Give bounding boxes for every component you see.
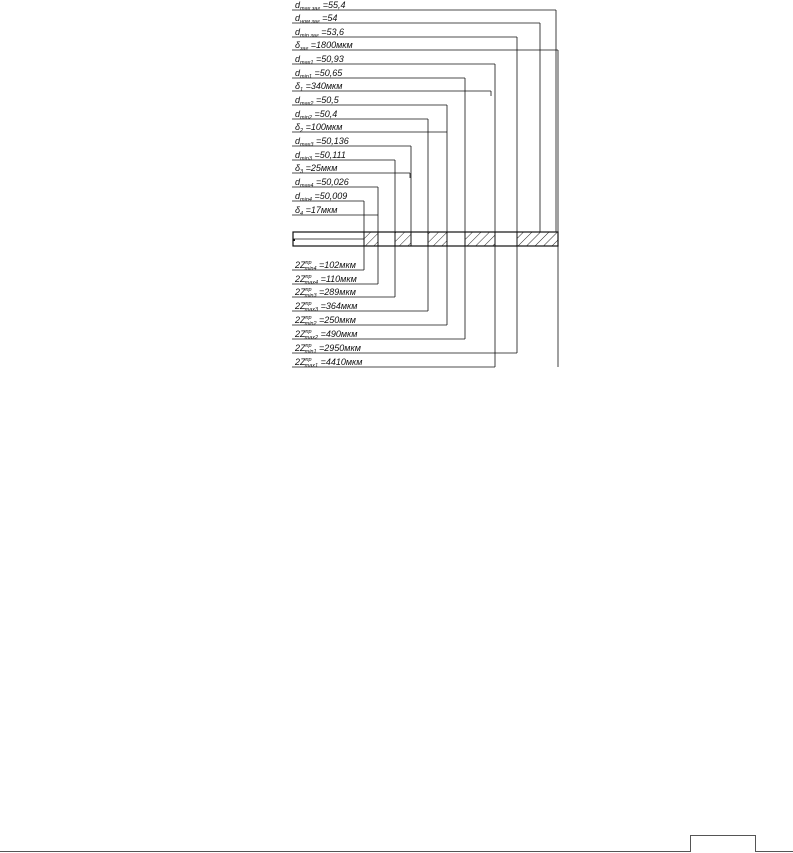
top-subscript: max1 [300,60,314,66]
bottom-value: =110мкм [318,274,357,284]
tolerance-zone [395,232,411,246]
top-value: =50,111 [311,150,346,160]
top-value: =55,4 [320,0,346,10]
top-symbol: d [295,27,301,37]
top-value: =53,6 [318,27,344,37]
top-symbol: d [295,150,301,160]
bottom-value: =490мкм [318,329,358,339]
top-subscript: max3 [300,142,314,148]
top-symbol: d [295,68,301,78]
top-value: =54 [319,13,338,23]
top-symbol: δ [295,81,301,91]
bottom-subscript: max2 [304,335,319,341]
tolerance-zone [465,232,495,246]
bottom-value: =102мкм [316,260,356,270]
bottom-superscript: пр [305,287,312,293]
top-symbol: d [295,95,301,105]
top-symbol: δ [295,205,301,215]
bottom-value: =4410мкм [318,357,363,367]
top-subscript: 3 [300,169,304,175]
bottom-superscript: пр [305,260,312,266]
tolerance-band [293,232,558,246]
tolerance-zone [364,232,378,246]
tolerance-zone [428,232,447,246]
bottom-symbol: 2Z [295,274,306,284]
top-value: =17мкм [303,205,338,215]
bottom-superscript: пр [305,329,312,335]
page-number-box [690,835,756,852]
top-subscript: min2 [300,115,312,121]
bottom-symbol: 2Z [295,315,306,325]
top-symbol: d [295,13,301,23]
top-symbol: δ [295,163,301,173]
top-symbol: δ [295,40,301,50]
top-symbol: d [295,136,301,146]
top-subscript: заг [300,46,309,52]
top-symbol: d [295,54,301,64]
top-subscript: max заг [300,6,321,12]
top-subscript: min4 [300,197,312,203]
bottom-symbol: 2Z [295,357,306,367]
top-value: =50,136 [313,136,349,146]
bottom-symbol: 2Z [295,260,306,270]
bottom-subscript: min4 [304,266,317,272]
top-subscript: 1 [300,87,304,93]
top-value: =50,5 [313,95,339,105]
top-subscript: max2 [300,101,314,107]
top-symbol: d [295,109,301,119]
top-subscript: min1 [300,74,312,80]
top-symbol: d [295,191,301,201]
top-value: =100мкм [303,122,343,132]
top-subscript: max4 [300,183,314,189]
top-value: =50,009 [311,191,348,201]
top-value: =25мкм [303,163,338,173]
bottom-symbol: 2Z [295,301,306,311]
top-value: =340мкм [303,81,343,91]
bottom-subscript: min1 [304,349,317,355]
bottom-symbol: 2Z [295,329,306,339]
bottom-label-list [294,260,362,369]
top-value: =50,65 [311,68,343,78]
top-symbol: δ [295,122,301,132]
top-subscript: ном заг [300,19,320,25]
bottom-superscript: пр [305,343,312,349]
top-value: =50,93 [313,54,344,64]
bottom-superscript: пр [305,301,312,307]
top-subscript: 4 [300,211,304,217]
bottom-subscript: max4 [304,280,319,286]
origin-dot [293,239,295,241]
top-value: =1800мкм [308,40,353,50]
bottom-symbol: 2Z [295,287,306,297]
top-value: =50,4 [311,109,338,119]
top-subscript: min3 [300,156,312,162]
top-label-list [295,0,353,217]
page-footer-line [0,851,793,852]
bottom-symbol: 2Z [295,343,306,353]
bottom-subscript: max3 [304,307,319,313]
top-symbol: d [295,177,301,187]
bottom-value: =250мкм [316,315,356,325]
bottom-subscript: max1 [304,363,319,369]
bottom-value: =2950мкм [316,343,361,353]
bottom-superscript: пр [305,357,312,363]
top-value: =50,026 [313,177,349,187]
bottom-superscript: пр [305,274,312,280]
tolerance-zone [517,232,558,246]
bottom-value: =289мкм [316,287,356,297]
top-subscript: 2 [300,128,304,134]
bottom-value: =364мкм [318,301,358,311]
bottom-subscript: min3 [304,293,317,299]
bottom-subscript: min2 [304,321,317,327]
top-symbol: d [295,0,301,10]
top-subscript: min заг [300,33,319,39]
bottom-superscript: пр [305,315,312,321]
